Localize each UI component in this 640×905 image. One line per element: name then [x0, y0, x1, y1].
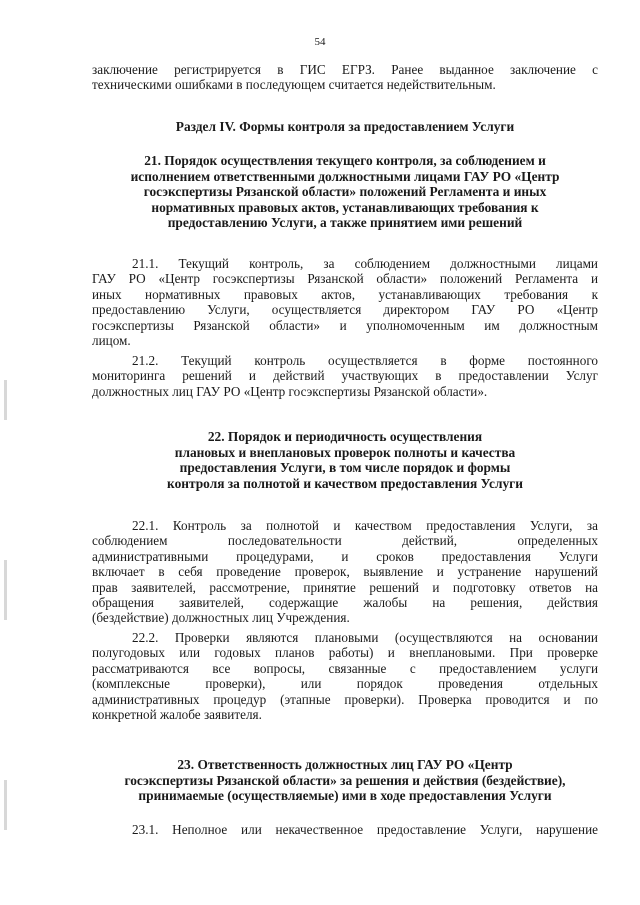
- text-line: ГАУ РО «Центр госэкспертизы Рязанской области» положений Регламента и: [92, 271, 598, 287]
- text-line: должностных лиц ГАУ РО «Центр госэкспертизы Рязанской области».: [92, 383, 488, 399]
- heading-line: плановых и внеплановых проверок полноты и качества: [174, 444, 516, 460]
- paragraph-22-2: [92, 630, 598, 722]
- heading-22: [92, 429, 598, 491]
- scan-edge-mark: [4, 380, 7, 420]
- scan-edge-mark: [4, 560, 7, 620]
- text-line: конкретной жалобе заявителя.: [92, 707, 262, 723]
- heading-line: предоставлению Услуги, а также принятием ими решений: [167, 215, 523, 231]
- heading-line: принимаемые (осуществляемые) ими в ходе предоставления Услуги: [138, 788, 552, 804]
- paragraph-23-1: [92, 822, 598, 837]
- text-line: иных нормативных правовых актов, устанавливающих требования к: [92, 286, 598, 302]
- text-line: 22.2. Проверки являются плановыми (осуществляются на основании: [132, 630, 598, 645]
- heading-line: контроля за полнотой и качеством предоставления Услуги: [167, 475, 523, 491]
- text-line: (комплексные проверки), или порядок проведения отдельных: [92, 676, 598, 692]
- heading-line: госэкспертизы Рязанской области» положений Регламента и иных: [143, 184, 547, 200]
- page-number: 54: [314, 36, 326, 48]
- paragraph-21-2: [92, 353, 598, 399]
- text-line: полугодовых или годовых планов работы) и внеплановыми. При проверке: [92, 645, 598, 661]
- heading-line: 21. Порядок осуществления текущего контроля, за соблюдением и: [144, 153, 546, 168]
- text-line: 21.2. Текущий контроль осуществляется в форме постоянного: [132, 353, 598, 368]
- heading-line: 22. Порядок и периодичность осуществления: [207, 429, 483, 444]
- text-line: рассматриваются все вопросы, связанные с предоставлением услуги: [92, 660, 598, 676]
- text-line: мониторинга решений и действий участвующих в предоставлении Услуг: [92, 368, 598, 384]
- section-title: Раздел IV. Формы контроля за предоставлением Услуги: [175, 119, 515, 134]
- text-line: (бездействие) должностных лиц Учреждения.: [92, 610, 350, 626]
- heading-line: предоставления Услуги, в том числе порядок и формы: [179, 460, 511, 476]
- heading-23: [92, 757, 598, 804]
- text-line: госэкспертизы Рязанской области» и уполномоченным им должностным: [92, 317, 598, 333]
- text-line: 23.1. Неполное или некачественное предоставление Услуги, нарушение: [132, 822, 598, 837]
- heading-line: исполнением ответственными должностными лицами ГАУ РО «Центр: [130, 168, 560, 184]
- text-line: лицом.: [92, 333, 131, 349]
- text-line: техническими ошибками в последующем считается недействительным.: [92, 77, 496, 93]
- text-line: административных процедур (этапные проверки). Проверка проводится и по: [92, 691, 598, 707]
- text-line: включает в себя проведение проверок, выявление и устранение нарушений: [92, 564, 598, 580]
- text-line: прав заявителей, рассмотрение, принятие решений и подготовку ответов на: [92, 579, 598, 595]
- paragraph-continuation: [92, 62, 598, 93]
- text-line: административными процедурами, и сроков предоставления Услуги: [92, 548, 598, 564]
- text-line: соблюдением последовательности действий, определенных: [92, 533, 598, 549]
- text-line: 22.1. Контроль за полнотой и качеством предоставления Услуги, за: [132, 518, 598, 533]
- heading-line: 23. Ответственность должностных лиц ГАУ РО «Центр: [177, 757, 513, 772]
- paragraph-21-1: [92, 256, 598, 348]
- heading-line: нормативных правовых актов, устанавливающих требования к: [151, 199, 539, 215]
- text-line: предоставлению Услуги, осуществляется директором ГАУ РО «Центр: [92, 302, 598, 318]
- paragraph-22-1: [92, 518, 598, 626]
- text-line: заключение регистрируется в ГИС ЕГРЗ. Ранее выданное заключение с: [92, 62, 598, 77]
- heading-21: [92, 153, 598, 231]
- heading-line: госэкспертизы Рязанской области» за решения и действия (бездействие),: [124, 772, 566, 788]
- scan-edge-mark: [4, 780, 7, 830]
- text-line: 21.1. Текущий контроль, за соблюдением должностными лицами: [132, 256, 598, 271]
- text-line: обращения заявителей, содержащие жалобы на решения, действия: [92, 595, 598, 611]
